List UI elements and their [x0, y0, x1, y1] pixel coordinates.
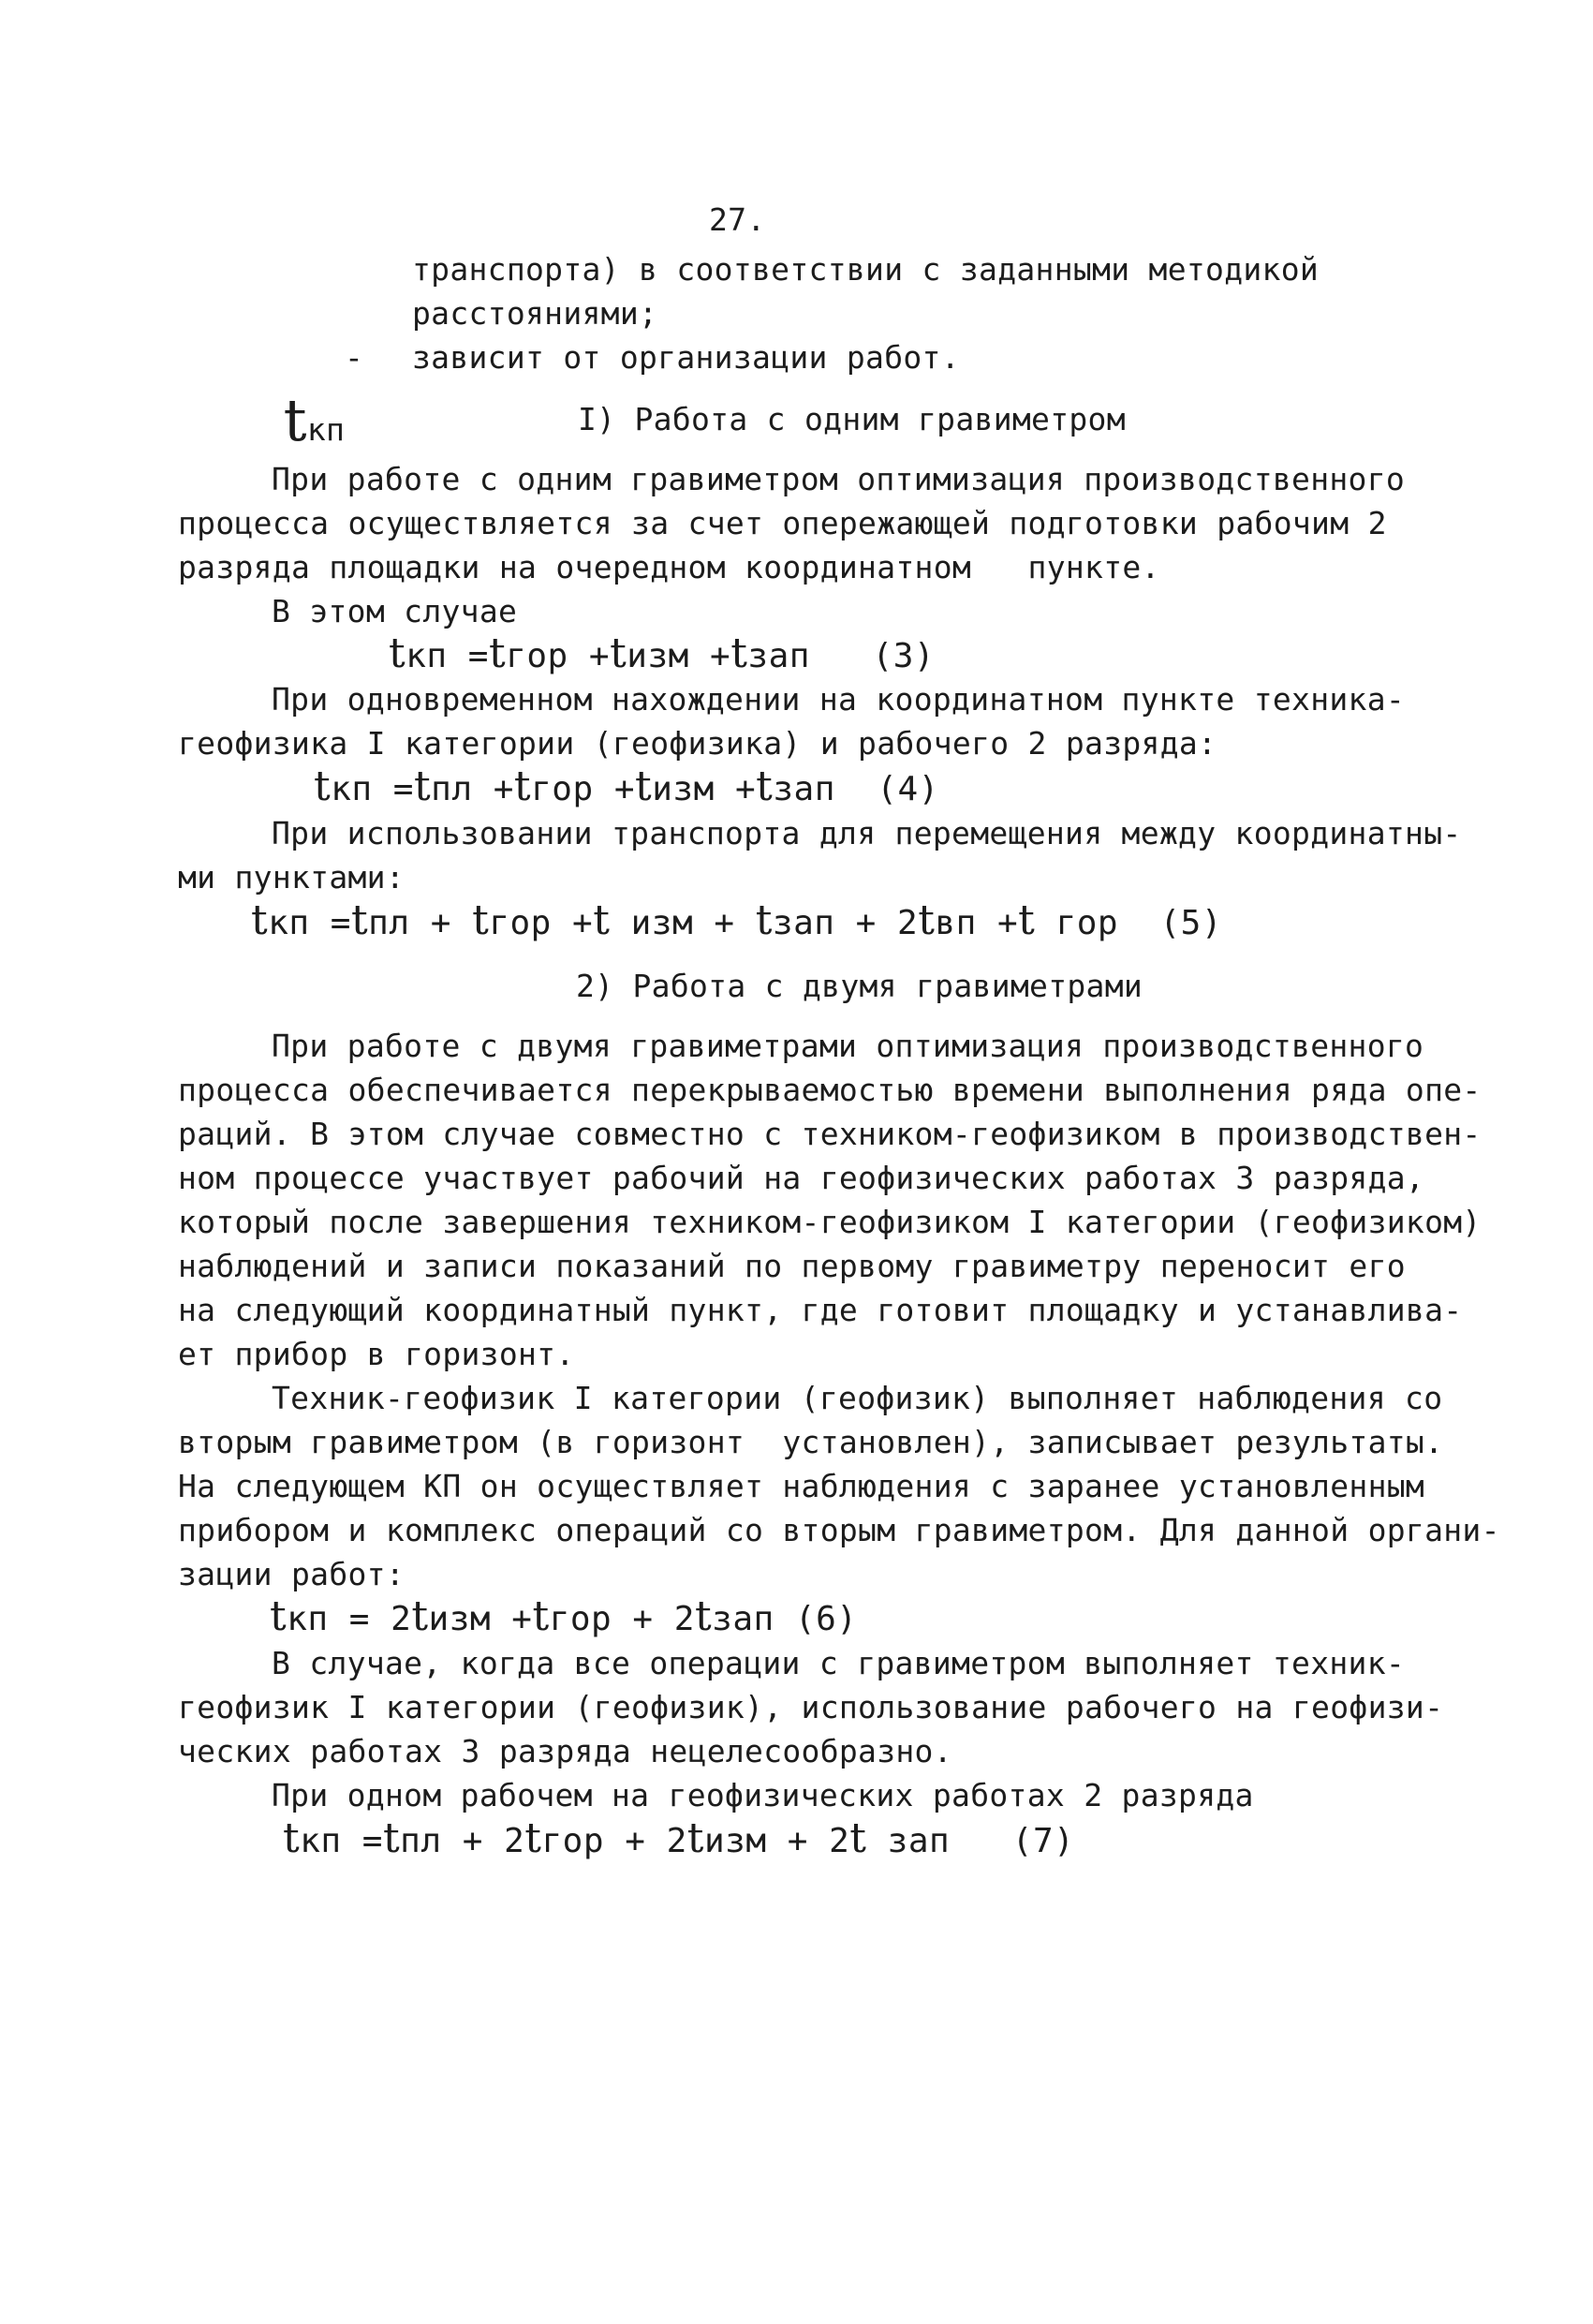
s2-para3-line-2: геофизик I категории (геофизик), использование рабочего на геофизи- — [178, 1689, 1444, 1725]
s2-para2-line-5: зации работ: — [178, 1556, 406, 1592]
section-2-heading: 2) Работа с двумя гравиметрами — [576, 968, 1143, 1004]
formula-6: tкп = 2tизм +tгор + 2tзап (6) — [270, 1592, 858, 1640]
s1-para2-line-2: геофизика I категории (геофизика) и рабочего 2 разряда: — [178, 725, 1217, 762]
tkp-subscript: кп — [306, 411, 346, 448]
s2-para1-line-5: который после завершения техником-геофизиком I категории (геофизиком) — [178, 1204, 1482, 1240]
s2-para1-line-7: на следующий координатный пункт, где готовит площадку и устанавлива- — [178, 1292, 1463, 1328]
s2-para2-line-3: На следующем КП он осуществляет наблюдения с заранее установленным — [178, 1468, 1425, 1504]
s1-para3-line-1: При использовании транспорта для перемещения между координатны- — [272, 815, 1462, 851]
s1-para1-line-1: При работе с одним гравиметром оптимизация производственного — [272, 461, 1406, 497]
s1-para1-line-2: процесса осуществляется за счет опережающей подготовки рабочим 2 — [178, 505, 1387, 541]
s2-para4: При одном рабочем на геофизических работах 2 разряда — [272, 1777, 1254, 1813]
s2-para1-line-4: ном процессе участвует рабочий на геофизических работах 3 разряда, — [178, 1160, 1425, 1196]
formula-3: tкп =tгор +tизм +tзап (3) — [389, 629, 936, 677]
s2-para1-line-6: наблюдений и записи показаний по первому гравиметру переносит его — [178, 1248, 1406, 1284]
intro-line-1: транспорта) в соответствии с заданными методикой — [412, 251, 1320, 288]
s2-para2-line-4: прибором и комплекс операций со вторым гравиметром. Для данной органи- — [178, 1512, 1500, 1548]
case-text: В этом случае — [272, 593, 518, 629]
intro-line-2: расстояниями; — [412, 295, 658, 332]
page-number: 27. — [709, 201, 766, 238]
definition-dash: - — [345, 339, 364, 376]
s2-para2-line-1: Техник-геофизик I категории (геофизик) выполняет наблюдения со — [272, 1380, 1443, 1416]
s1-para1-line-3: разряда площадки на очередном координатном пункте. — [178, 549, 1160, 585]
formula-7: tкп =tпл + 2tгор + 2tизм + 2t зап (7) — [283, 1814, 1075, 1862]
s2-para3-line-3: ческих работах 3 разряда нецелесообразно. — [178, 1733, 952, 1769]
s2-para3-line-1: В случае, когда все операции с гравиметром выполняет техник- — [272, 1645, 1406, 1681]
formula-4: tкп =tпл +tгор +tизм +tзап (4) — [314, 762, 939, 810]
s2-para1-line-3: раций. В этом случае совместно с техником-геофизиком в производствен- — [178, 1116, 1482, 1152]
formula-5: tкп =tпл + tгор +t изм + tзап + 2tвп +t гор (5) — [251, 896, 1222, 944]
s2-para1-line-8: ет прибор в горизонт. — [178, 1336, 575, 1372]
s1-para3-line-2: ми пунктами: — [178, 859, 406, 896]
s2-para1-line-1: При работе с двумя гравиметрами оптимизация производственного — [272, 1028, 1424, 1064]
section-1-heading: I) Работа с одним гравиметром — [578, 401, 1126, 437]
s2-para2-line-2: вторым гравиметром (в горизонт установлен), записывает результаты. — [178, 1424, 1444, 1460]
s2-para1-line-2: процесса обеспечивается перекрываемостью времени выполнения ряда опе- — [178, 1072, 1482, 1108]
t-symbol: t — [283, 386, 307, 454]
tkp-definition: зависит от организации работ. — [412, 339, 960, 376]
s1-para2-line-1: При одновременном нахождении на координатном пункте техника- — [272, 681, 1406, 718]
